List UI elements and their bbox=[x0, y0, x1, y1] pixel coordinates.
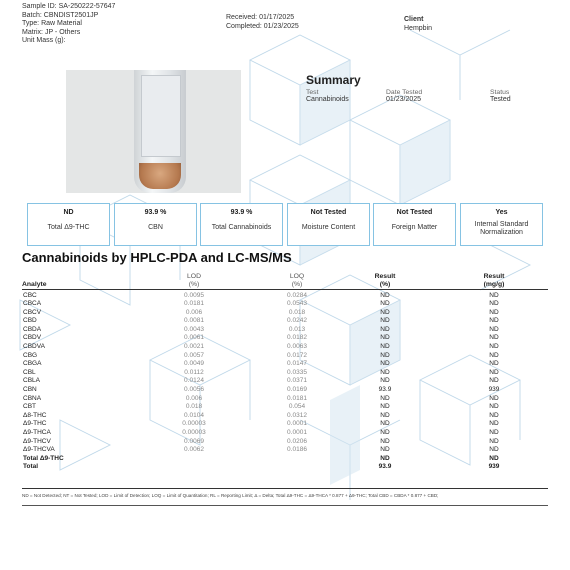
card-value: Not Tested bbox=[396, 209, 433, 216]
analyte-cell: CBCA bbox=[23, 300, 42, 308]
empty-cell bbox=[124, 463, 264, 472]
table-row bbox=[22, 334, 548, 343]
card-label: Total Cannabinoids bbox=[211, 224, 272, 231]
table-row bbox=[22, 420, 548, 429]
total-row bbox=[22, 463, 548, 472]
loq-cell: 0.0543 bbox=[287, 300, 307, 308]
lod-cell: 0.0061 bbox=[184, 334, 204, 342]
result-mg-cell: ND bbox=[489, 325, 499, 333]
result-pct-cell: ND bbox=[380, 454, 390, 462]
result-mg-cell: ND bbox=[489, 403, 499, 411]
lod-cell: 0.0069 bbox=[184, 437, 204, 445]
card-label: CBN bbox=[148, 224, 163, 231]
result-mg-cell: ND bbox=[489, 377, 499, 385]
card-value: ND bbox=[63, 209, 74, 216]
result-pct-cell: ND bbox=[380, 334, 390, 342]
completed-date: Completed: 01/23/2025 bbox=[226, 22, 299, 30]
card-value: Yes bbox=[495, 209, 508, 216]
analyte-cell: Δ9-THC bbox=[23, 420, 47, 428]
result-mg-cell: ND bbox=[489, 351, 499, 359]
loq-cell: 0.054 bbox=[288, 403, 306, 411]
loq-cell: 0.013 bbox=[288, 325, 306, 333]
loq-cell: 0.0172 bbox=[287, 351, 307, 359]
loq-cell: 0.0206 bbox=[287, 437, 307, 445]
card-value: 93.9 % bbox=[144, 209, 167, 216]
analyte-cell: CBDVA bbox=[23, 343, 45, 351]
lod-cell: 0.0081 bbox=[184, 317, 204, 325]
table-row bbox=[22, 412, 548, 421]
summary-test bbox=[306, 89, 349, 103]
analyte-cell: CBT bbox=[23, 403, 36, 411]
sample-photo bbox=[66, 70, 241, 193]
analyte-cell: Δ9-THCV bbox=[23, 437, 51, 445]
lod-cell: 0.018 bbox=[185, 403, 203, 411]
result-pct-cell: ND bbox=[380, 308, 390, 316]
table-row bbox=[22, 309, 548, 318]
loq-cell: 0.0371 bbox=[287, 377, 307, 385]
lod-cell: 0.0104 bbox=[184, 411, 204, 419]
lod-cell: 0.0056 bbox=[184, 386, 204, 394]
analyte-cell: Δ9-THCA bbox=[23, 429, 51, 436]
result-mg-cell: ND bbox=[489, 454, 499, 462]
empty-cell bbox=[124, 455, 264, 464]
result-pct-cell: ND bbox=[380, 377, 390, 385]
result-mg-cell: ND bbox=[489, 291, 499, 299]
result-pct-cell: ND bbox=[380, 291, 390, 299]
loq-cell: 0.0335 bbox=[287, 368, 307, 376]
col-analyte: Analyte bbox=[22, 280, 47, 288]
received-date: Received: 01/17/2025 bbox=[226, 14, 295, 21]
col-loq: LOQ (%) bbox=[289, 272, 305, 288]
loq-cell: 0.0181 bbox=[287, 394, 307, 402]
table-row bbox=[22, 289, 548, 300]
empty-cell bbox=[264, 455, 330, 464]
batch: Batch: CBNDIST2501JP bbox=[22, 11, 99, 19]
loq-cell: 0.0242 bbox=[287, 317, 307, 325]
analyte-cell: CBDV bbox=[23, 334, 42, 342]
analyte-cell: CBDA bbox=[23, 325, 42, 333]
result-pct-cell: ND bbox=[380, 420, 390, 428]
summary-title: Summary bbox=[306, 73, 361, 87]
sample-type: Type: Raw Material bbox=[22, 20, 82, 28]
result-pct-cell: ND bbox=[380, 368, 390, 376]
card-label: Foreign Matter bbox=[391, 224, 438, 231]
result-pct-cell: ND bbox=[380, 429, 390, 436]
section-title: Cannabinoids by HPLC-PDA and LC-MS/MS bbox=[22, 250, 292, 265]
summary-status bbox=[490, 89, 511, 103]
card-label: Total Δ9-THC bbox=[47, 224, 90, 231]
lod-cell: 0.0049 bbox=[184, 360, 204, 368]
analyte-cell: CBL bbox=[23, 368, 36, 376]
analyte-cell: Δ9-THCVA bbox=[23, 446, 55, 454]
date-tested-value: 01/23/2025 bbox=[386, 96, 422, 103]
result-mg-cell: ND bbox=[489, 411, 499, 419]
analyte-cell: CBGA bbox=[23, 360, 42, 368]
lod-cell: 0.0043 bbox=[184, 325, 204, 333]
result-pct-cell: ND bbox=[380, 343, 390, 351]
result-mg-cell: ND bbox=[489, 437, 499, 445]
empty-cell bbox=[264, 463, 330, 472]
analyte-cell: Total bbox=[23, 463, 39, 471]
test-label: Test bbox=[306, 89, 319, 96]
status-value: Tested bbox=[490, 96, 511, 103]
loq-cell: 0.0182 bbox=[287, 334, 307, 342]
client-name: Hempbin bbox=[404, 24, 433, 32]
card-cbn bbox=[114, 203, 197, 246]
result-mg-cell: ND bbox=[489, 394, 499, 402]
result-pct-cell: ND bbox=[380, 411, 390, 419]
analyte-cell: CBLA bbox=[23, 377, 40, 385]
dates bbox=[226, 14, 299, 31]
loq-cell: 0.0147 bbox=[287, 360, 307, 368]
table-row bbox=[22, 386, 548, 395]
result-mg-cell: ND bbox=[489, 368, 499, 376]
result-mg-cell: ND bbox=[489, 300, 499, 308]
total-row bbox=[22, 455, 548, 464]
card-label: Moisture Content bbox=[301, 224, 356, 231]
table-row bbox=[22, 403, 548, 412]
result-pct-cell: ND bbox=[380, 437, 390, 445]
loq-cell: 0.0169 bbox=[287, 386, 307, 394]
card-internal-standard bbox=[460, 203, 543, 246]
summary-date bbox=[386, 89, 422, 103]
unit-mass: Unit Mass (g): bbox=[22, 37, 66, 45]
result-mg-cell: ND bbox=[489, 308, 499, 316]
result-mg-cell: 939 bbox=[488, 386, 500, 394]
loq-cell: 0.0001 bbox=[287, 420, 307, 428]
card-value: 93.9 % bbox=[230, 209, 253, 216]
analyte-cell: Δ8-THC bbox=[23, 411, 47, 419]
col-lod: LOD (%) bbox=[187, 272, 201, 288]
col-result-mg: Result (mg/g) bbox=[483, 272, 505, 288]
table-row bbox=[22, 446, 548, 455]
lod-cell: 0.0095 bbox=[184, 291, 204, 299]
result-pct-cell: ND bbox=[380, 446, 390, 454]
analyte-cell: CBC bbox=[23, 291, 37, 299]
result-pct-cell: ND bbox=[380, 394, 390, 402]
table-row bbox=[22, 369, 548, 378]
lod-cell: 0.0057 bbox=[184, 351, 204, 359]
result-pct-cell: ND bbox=[380, 325, 390, 333]
table-row bbox=[22, 395, 548, 404]
sample-info bbox=[22, 3, 115, 46]
lod-cell: 0.00003 bbox=[182, 420, 206, 428]
analyte-cell: CBG bbox=[23, 351, 38, 359]
table-row bbox=[22, 326, 548, 335]
date-tested-label: Date Tested bbox=[386, 89, 423, 96]
table-row bbox=[22, 352, 548, 361]
card-moisture bbox=[287, 203, 370, 246]
table-bottom-rule bbox=[22, 488, 548, 489]
cannabinoid-results-table bbox=[22, 268, 548, 472]
footnote: ND = Not Detected; NT = Not Tested; LOD = Limit of Detection; LOQ = Limit of Quantitation; RL = Reporting Limit; Δ = Delta; Total Δ9-THC = Δ9-THCA * 0.877 + Δ9-THC; Total CBD = CBDA * 0.877 + CBD; bbox=[22, 493, 439, 498]
lod-cell: 0.006 bbox=[185, 308, 203, 316]
client-label: Client bbox=[404, 16, 424, 23]
result-mg-cell: ND bbox=[489, 317, 499, 325]
table-row bbox=[22, 360, 548, 369]
loq-cell: 0.0284 bbox=[287, 291, 307, 299]
lod-cell: 0.006 bbox=[185, 394, 203, 402]
result-mg-cell: 939 bbox=[488, 463, 500, 471]
analyte-cell: CBD bbox=[23, 317, 37, 325]
lod-cell: 0.0112 bbox=[184, 368, 204, 376]
table-row bbox=[22, 377, 548, 386]
matrix: Matrix: JP - Others bbox=[22, 28, 81, 36]
result-mg-cell: ND bbox=[489, 360, 499, 368]
card-label: Internal Standard Normalization bbox=[474, 221, 529, 236]
loq-cell: 0.0001 bbox=[287, 429, 307, 436]
lod-cell: 0.0124 bbox=[184, 377, 204, 385]
loq-cell: 0.018 bbox=[288, 308, 306, 316]
loq-cell: 0.0186 bbox=[287, 446, 307, 454]
card-value: Not Tested bbox=[310, 209, 347, 216]
result-pct-cell: ND bbox=[380, 360, 390, 368]
analyte-cell: CBNA bbox=[23, 394, 42, 402]
lod-cell: 0.0021 bbox=[184, 343, 204, 351]
card-total-cannabinoids bbox=[200, 203, 283, 246]
result-pct-cell: 93.9 bbox=[378, 463, 392, 471]
loq-cell: 0.0312 bbox=[287, 411, 307, 419]
result-mg-cell: ND bbox=[489, 429, 499, 436]
analyte-cell: CBN bbox=[23, 386, 37, 394]
card-foreign-matter bbox=[373, 203, 456, 246]
status-label: Status bbox=[490, 89, 510, 96]
table-row bbox=[22, 438, 548, 447]
loq-cell: 0.0063 bbox=[287, 343, 307, 351]
client-info bbox=[404, 16, 432, 33]
result-mg-cell: ND bbox=[489, 334, 499, 342]
result-mg-cell: ND bbox=[489, 446, 499, 454]
result-mg-cell: ND bbox=[489, 343, 499, 351]
lod-cell: 0.00003 bbox=[182, 429, 206, 436]
table-row bbox=[22, 317, 548, 326]
table-header-row bbox=[22, 268, 548, 289]
card-total-d9thc bbox=[27, 203, 110, 246]
analyte-cell: CBCV bbox=[23, 308, 42, 316]
result-pct-cell: ND bbox=[380, 300, 390, 308]
table-row bbox=[22, 343, 548, 352]
footer-rule bbox=[22, 505, 548, 506]
analyte-cell: Total Δ9-THC bbox=[23, 454, 64, 462]
table-row bbox=[22, 429, 548, 438]
lod-cell: 0.0181 bbox=[184, 300, 204, 308]
sample-tube-image bbox=[134, 70, 186, 193]
table-row bbox=[22, 300, 548, 309]
result-pct-cell: 93.9 bbox=[378, 386, 392, 394]
sample-id: Sample ID: SA-250222-57647 bbox=[22, 3, 116, 10]
result-pct-cell: ND bbox=[380, 351, 390, 359]
lod-cell: 0.0062 bbox=[184, 446, 204, 454]
test-value: Cannabinoids bbox=[306, 96, 349, 103]
col-result-pct: Result (%) bbox=[374, 272, 396, 288]
result-pct-cell: ND bbox=[380, 317, 390, 325]
result-mg-cell: ND bbox=[489, 420, 499, 428]
result-pct-cell: ND bbox=[380, 403, 390, 411]
